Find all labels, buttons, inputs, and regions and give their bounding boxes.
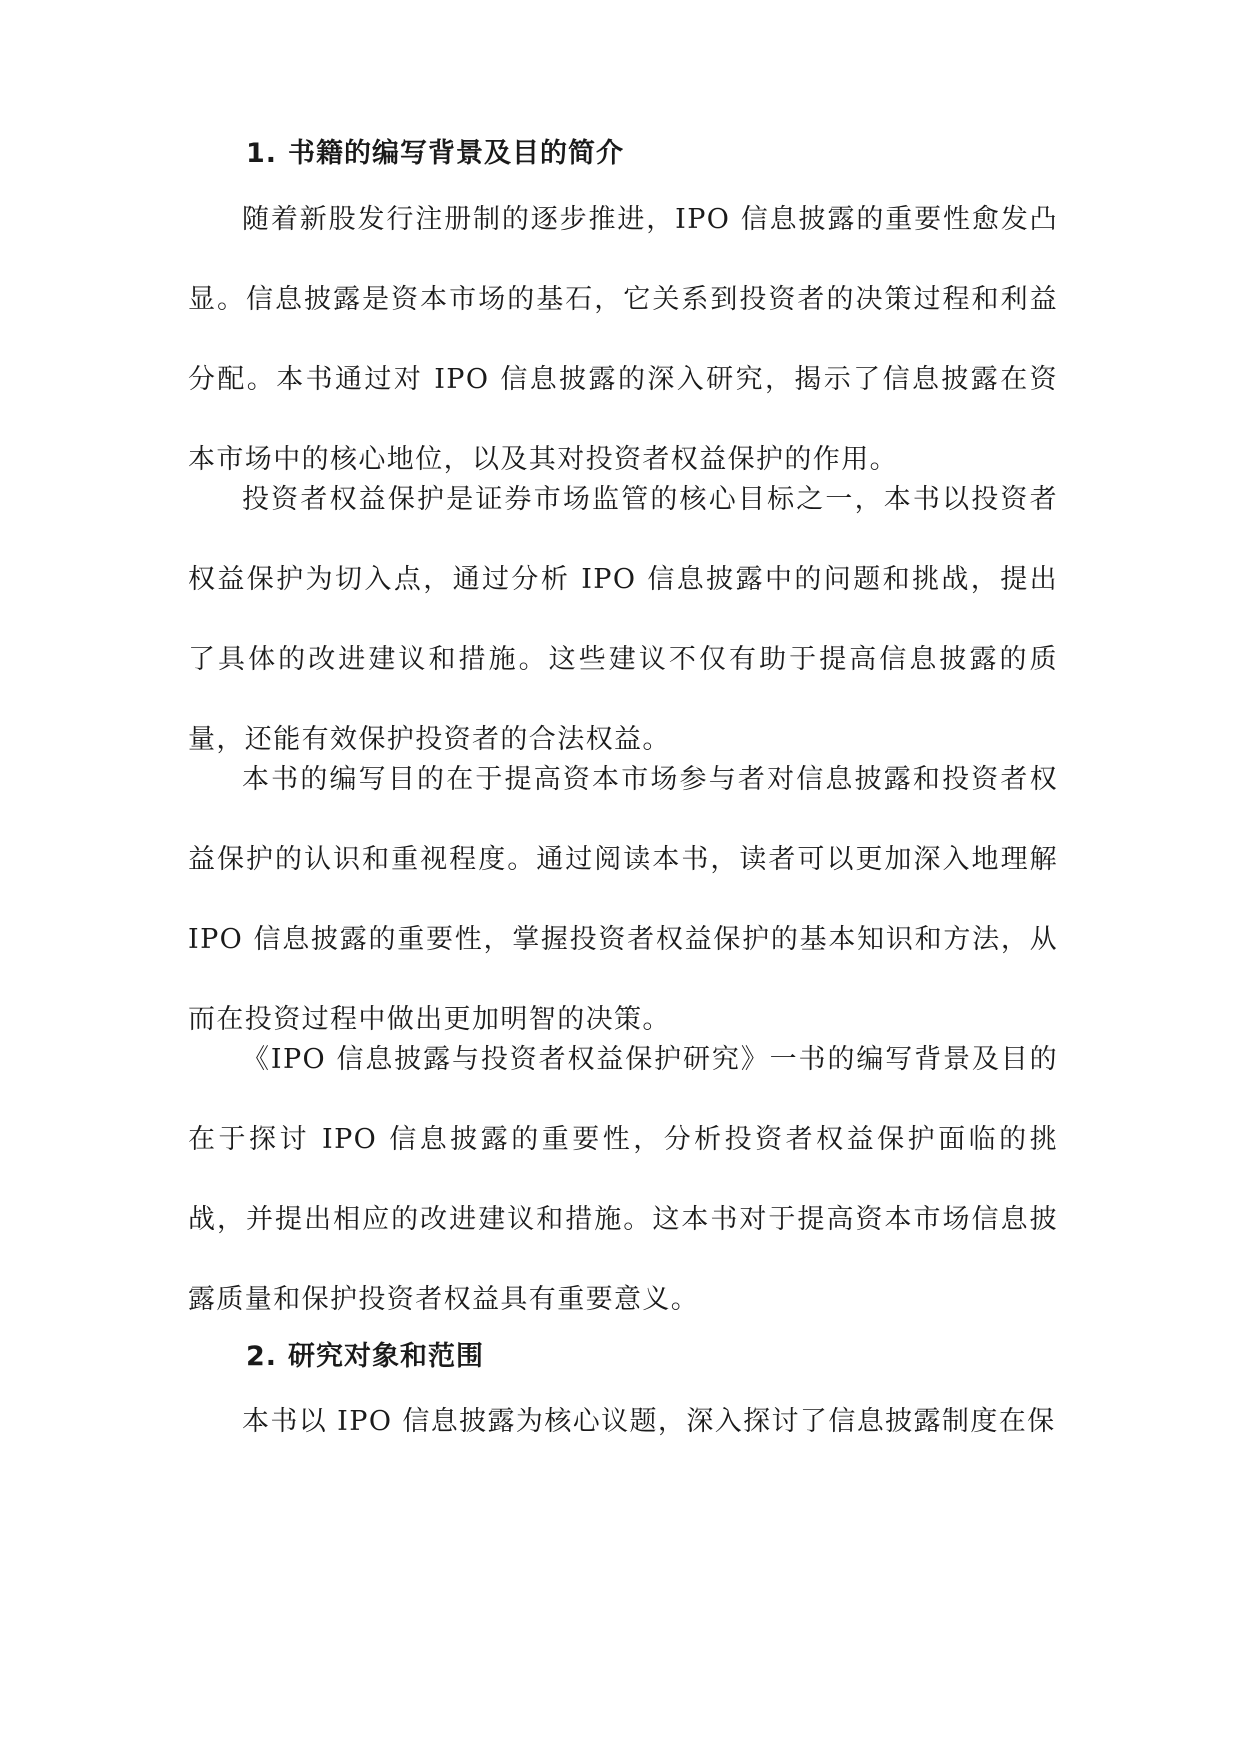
section-title: 研究对象和范围 (288, 1341, 484, 1372)
document-page (188, 0, 1058, 1754)
paragraph-3: 本书的编写目的在于提高资本市场参与者对信息披露和投资者权益保护的认识和重视程度。通过阅读本书，读者可以更加深入地理解 IPO 信息披露的重要性，掌握投资者权益保护的基本知识和方法，从而在投资过程中做出更加明智的决策。 (188, 764, 1058, 1035)
section-number: 1. (246, 138, 278, 169)
paragraph-4: 《IPO 信息披露与投资者权益保护研究》一书的编写背景及目的在于探讨 IPO 信息披露的重要性，分析投资者权益保护面临的挑战，并提出相应的改进建议和措施。这本书对于提高资本市场信息披露质量和保护投资者权益具有重要意义。 (188, 1044, 1058, 1315)
section-heading-1 (246, 139, 624, 169)
section-title: 书籍的编写背景及目的简介 (288, 138, 624, 169)
paragraph-2: 投资者权益保护是证券市场监管的核心目标之一，本书以投资者权益保护为切入点，通过分析 IPO 信息披露中的问题和挑战，提出了具体的改进建议和措施。这些建议不仅有助于提高信息披露的质量，还能有效保护投资者的合法权益。 (188, 484, 1058, 755)
section-heading-2 (246, 1342, 484, 1372)
paragraph-1: 随着新股发行注册制的逐步推进，IPO 信息披露的重要性愈发凸显。信息披露是资本市场的基石，它关系到投资者的决策过程和利益分配。本书通过对 IPO 信息披露的深入研究，揭示了信息披露在资本市场中的核心地位，以及其对投资者权益保护的作用。 (188, 204, 1058, 475)
paragraph-5: 本书以 IPO 信息披露为核心议题，深入探讨了信息披露制度在保 (242, 1406, 1056, 1437)
section-number: 2. (246, 1341, 278, 1372)
